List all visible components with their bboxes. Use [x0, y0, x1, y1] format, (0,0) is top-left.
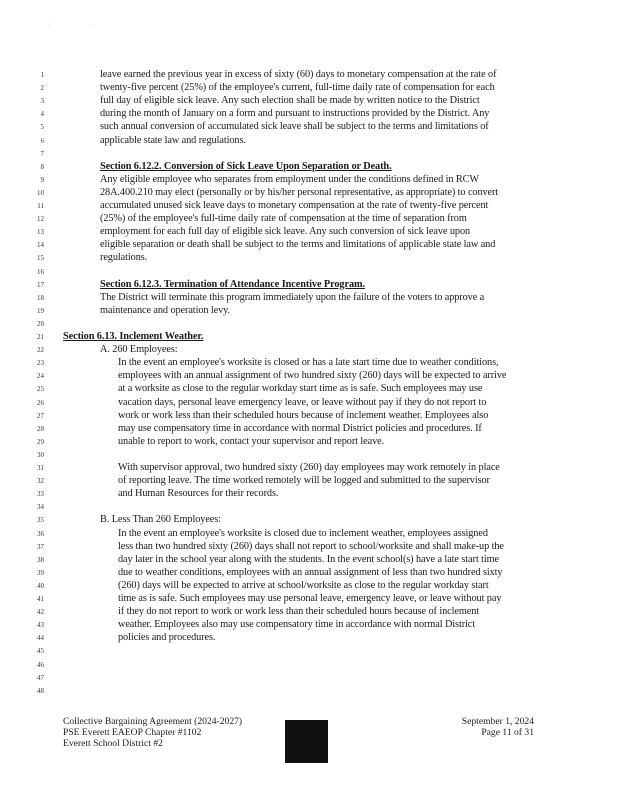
text-line: full day of eligible sick leave. Any such election shall be made by written notice to the District [100, 95, 480, 107]
line-number: 42 [37, 608, 44, 617]
line-number: 12 [37, 215, 44, 224]
text-line: accumulated unused sick leave days to monetary compensation at the rate of twenty-five percent [100, 200, 489, 211]
line-number: 34 [37, 503, 44, 512]
footer-date: September 1, 2024 [461, 716, 534, 727]
text-line: and Human Resources for their records. [118, 488, 279, 500]
line-number: 35 [37, 516, 44, 525]
line-number: 4 [40, 110, 44, 119]
text-line: In the event an employee's worksite is closed or has a late start time due to weather conditions, [118, 357, 499, 369]
footer-agreement-title: Collective Bargaining Agreement (2024-2027) [63, 716, 243, 727]
line-number: 30 [37, 450, 44, 459]
line-number: 36 [37, 529, 44, 538]
line-number: 22 [37, 346, 44, 355]
text-line: time as is safe. Such employees may use personal leave, emergency leave, or leave without pay [118, 593, 502, 604]
text-line: less than two hundred sixty (260) days shall not report to school/worksite and shall make-up the [118, 540, 504, 552]
line-number: 15 [37, 254, 44, 263]
line-number: 47 [37, 673, 44, 682]
text-line: twenty-five percent (25%) of the employee's current, full-time daily rate of compensation for each [100, 82, 495, 94]
text-line: With supervisor approval, two hundred sixty (260) day employees may work remotely in place [118, 462, 500, 473]
footer-page-number: Page 11 of 31 [481, 727, 534, 738]
scan-mark: · [90, 22, 92, 28]
line-number: 19 [37, 306, 44, 315]
line-number: 10 [37, 188, 44, 197]
text-line: during the month of January on a form and pursuant to instructions provided by the District. Any [100, 108, 490, 120]
text-line: such annual conversion of accumulated sick leave shall be subject to the terms and limitations of [100, 121, 489, 133]
line-number: 1 [40, 71, 44, 79]
line-number: 48 [37, 686, 44, 695]
line-number: 45 [37, 647, 44, 656]
line-number: 24 [37, 372, 44, 381]
text-line: A. 260 Employees: [100, 344, 178, 356]
line-number: 31 [37, 464, 44, 472]
line-number: 8 [40, 162, 44, 171]
text-line: weather. Employees also may use compensatory time in accordance with normal District [118, 619, 476, 631]
line-number: 14 [37, 241, 44, 250]
text-line: In the event an employee's worksite is closed due to inclement weather, employees assigned [118, 527, 488, 539]
text-line: of reporting leave. The time worked remotely will be logged and submitted to the supervisor [118, 475, 490, 487]
redaction-block [285, 720, 328, 763]
line-number: 41 [37, 595, 44, 603]
text-line: (260) days will be expected to arrive at school/worksite as close to the regular workday start [118, 579, 489, 591]
text-line: B. Less Than 260 Employees: [100, 514, 221, 526]
line-number: 28 [37, 424, 44, 433]
line-number: 33 [37, 490, 44, 499]
text-line: work or work less than their scheduled hours because of inclement weather. Employees also [118, 409, 489, 421]
text-line: The District will terminate this program immediately upon the failure of the voters to approve a [100, 291, 485, 303]
footer-chapter: PSE Everett EAEOP Chapter #1102 [63, 727, 202, 738]
line-number: 40 [37, 581, 44, 590]
text-line: applicable state law and regulations. [100, 134, 246, 146]
line-number: 2 [40, 84, 44, 93]
text-line: due to weather conditions, employees with an annual assignment of less than two hundred sixty [118, 566, 503, 578]
line-number: 21 [37, 333, 44, 341]
section-heading: Section 6.12.3. Termination of Attendance Incentive Program. [100, 278, 365, 290]
line-number: 11 [37, 202, 44, 210]
text-line: unable to report to work, contact your supervisor and report leave. [118, 435, 385, 447]
text-line: maintenance and operation levy. [100, 304, 231, 316]
line-number: 27 [37, 411, 44, 420]
text-line: if they do not report to work or work less than their scheduled hours because of inclement [118, 606, 480, 618]
line-number: 26 [37, 398, 44, 407]
line-number: 46 [37, 660, 44, 669]
line-number: 18 [37, 293, 44, 302]
text-line: Any eligible employee who separates from employment under the conditions defined in RCW [100, 173, 480, 185]
line-number: 44 [37, 634, 44, 643]
line-number: 37 [37, 542, 44, 551]
text-line: 28A.400.210 may elect (personally or by his/her personal representative, as appropriate) to convert [100, 186, 499, 198]
text-line: leave earned the previous year in excess of sixty (60) days to monetary compensation at the rate of [100, 69, 497, 80]
line-number: 25 [37, 385, 44, 394]
scan-mark: · [48, 22, 50, 28]
text-line: day later in the school year along with the students. In the event school(s) have a late start time [118, 553, 499, 565]
line-number: 38 [37, 555, 44, 564]
line-number: 3 [40, 97, 44, 106]
line-number: 16 [37, 267, 44, 276]
line-number: 5 [40, 123, 44, 132]
text-line: may use compensatory time in accordance with normal District policies and procedures. If [118, 422, 482, 434]
text-line: at a worksite as close to the regular workday start time as is safe. Such employees may use [118, 383, 483, 395]
text-line: (25%) of the employee's full-time daily rate of compensation at the time of separation from [100, 213, 467, 225]
text-line: vacation days, personal leave emergency leave, or leave without pay if they do not report to [118, 396, 487, 408]
text-line: eligible separation or death shall be subject to the terms and limitations of applicable state law and [100, 239, 496, 251]
line-number: 32 [37, 477, 44, 486]
text-line: regulations. [100, 252, 148, 264]
line-number: 9 [40, 175, 44, 184]
text-line: policies and procedures. [118, 632, 216, 644]
text-line: employees with an annual assignment of two hundred sixty (260) days will be expected to arrive [118, 370, 507, 382]
line-number: 29 [37, 437, 44, 446]
line-number: 20 [37, 319, 44, 328]
line-number: 17 [37, 280, 44, 289]
footer-district: Everett School District #2 [63, 738, 163, 749]
line-number: 6 [40, 136, 44, 145]
line-number: 23 [37, 359, 44, 368]
line-number: 43 [37, 621, 44, 630]
section-heading: Section 6.12.2. Conversion of Sick Leave Upon Separation or Death. [100, 160, 392, 172]
line-number: 39 [37, 568, 44, 577]
text-line: employment for each full day of eligible sick leave. Any such conversion of sick leave upon [100, 226, 471, 238]
line-number: 13 [37, 228, 44, 237]
line-number: 7 [40, 149, 44, 158]
section-heading: Section 6.13. Inclement Weather. [63, 331, 204, 342]
